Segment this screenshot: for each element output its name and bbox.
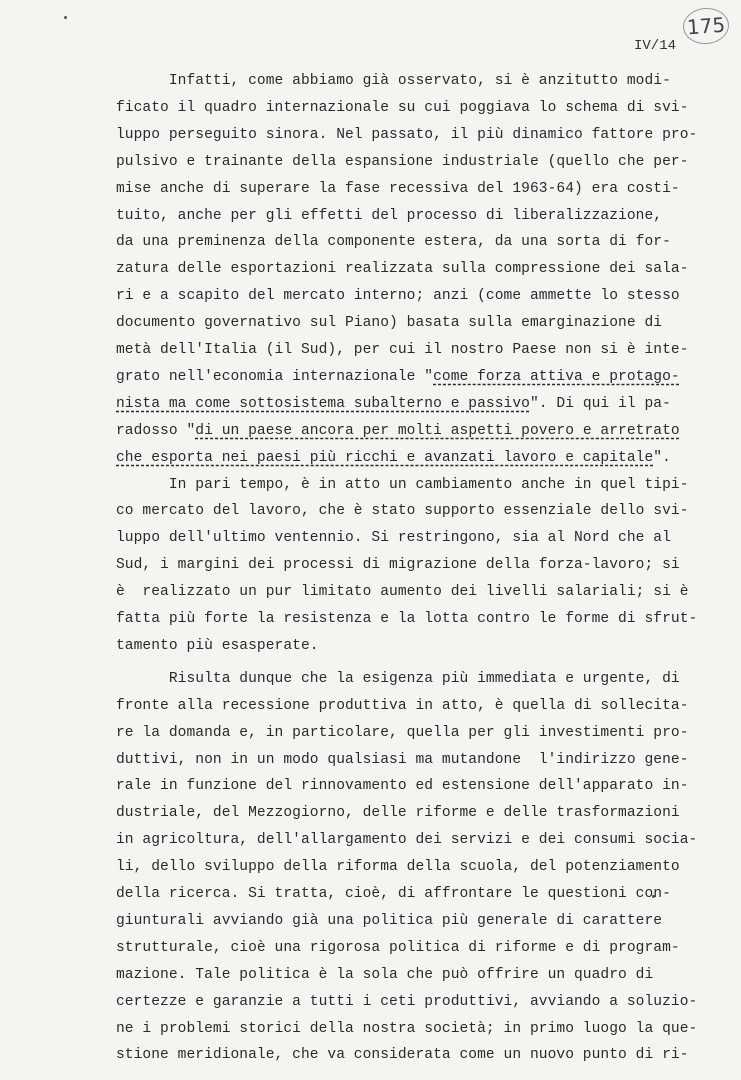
text-segment: Risulta dunque che la esigenza più immediata e urgente, di — [116, 670, 680, 687]
text-segment: li, dello sviluppo della riforma della scuola, del potenziamento — [116, 859, 680, 876]
text-line — [116, 994, 697, 1010]
text-line — [116, 100, 689, 116]
text-line — [116, 396, 671, 412]
text-line — [116, 342, 689, 358]
text-segment: Sud, i margini dei processi di migrazione della forza-lavoro; si — [116, 557, 680, 574]
underlined-quote: di un paese ancora per molti aspetti povero e arretrato — [195, 422, 680, 439]
text-line — [116, 154, 689, 170]
text-segment: fronte alla recessione produttiva in atto, è quella di sollecita- — [116, 697, 689, 714]
text-segment: In pari tempo, è in atto un cambiamento anche in quel tipi- — [116, 476, 689, 493]
text-segment: grato nell'economia internazionale " — [116, 368, 434, 385]
text-line — [116, 638, 319, 654]
text-line — [116, 369, 680, 385]
speck-dot — [64, 16, 67, 19]
text-segment: ". — [653, 449, 671, 466]
text-line — [116, 530, 671, 546]
text-segment: certezze e garanzie a tutti i ceti produttivi, avviando a soluzio- — [116, 993, 698, 1010]
text-line — [116, 859, 680, 875]
underlined-quote: che esporta nei paesi più ricchi e avanzati lavoro e capitale — [116, 449, 654, 466]
page-reference: IV/14 — [634, 38, 677, 54]
text-line — [116, 127, 697, 143]
text-line — [116, 832, 697, 848]
text-line — [116, 1047, 689, 1063]
text-segment: mazione. Tale politica è la sola che può offrire un quadro di — [116, 966, 654, 983]
underlined-quote: nista ma come sottosistema subalterno e passivo — [116, 395, 530, 412]
text-line — [116, 778, 689, 794]
text-line — [116, 73, 671, 89]
text-line — [116, 477, 689, 493]
text-line — [116, 886, 671, 902]
text-segment: metà dell'Italia (il Sud), per cui il nostro Paese non si è inte- — [116, 342, 689, 358]
text-line — [116, 1021, 697, 1037]
text-line — [116, 752, 689, 768]
archive-stamp-number: 175 — [682, 6, 730, 45]
text-line — [116, 611, 697, 627]
text-segment: ficato il quadro internazionale su cui poggiava lo schema di svi- — [116, 99, 689, 116]
text-line — [116, 234, 671, 250]
text-segment: re la domanda e, in particolare, quella per gli investimenti pro- — [116, 724, 689, 741]
text-line — [116, 725, 689, 741]
text-segment: stione meridionale, che va considerata come un nuovo punto di ri- — [116, 1047, 689, 1064]
text-line — [116, 450, 671, 466]
text-segment: ". Di qui il pa- — [529, 395, 671, 412]
text-segment: ri e a scapito del mercato interno; anzi (come ammette lo stesso — [116, 288, 680, 305]
text-segment: zatura delle esportazioni realizzata sulla compressione dei sala- — [116, 261, 689, 278]
text-line — [116, 423, 680, 439]
text-segment: in agricoltura, dell'allargamento dei servizi e dei consumi socia- — [116, 832, 698, 849]
text-line — [116, 315, 662, 331]
text-line — [116, 288, 680, 304]
text-line — [116, 805, 680, 821]
text-segment: duttivi, non in un modo qualsiasi ma mutandone l'indirizzo gene- — [116, 751, 689, 768]
text-line — [116, 557, 680, 573]
text-segment: è realizzato un pur limitato aumento dei livelli salariali; si è — [116, 584, 689, 601]
text-segment: mise anche di superare la fase recessiva del 1963-64) era costi- — [116, 180, 680, 197]
text-line — [116, 584, 689, 600]
text-segment: tamento più esasperate. — [116, 637, 319, 654]
text-segment: luppo dell'ultimo ventennio. Si restringono, sia al Nord che al — [116, 530, 671, 547]
text-segment: documento governativo sul Piano) basata sulla emarginazione di — [116, 315, 663, 332]
text-line — [116, 698, 689, 714]
text-segment: tuito, anche per gli effetti del processo di liberalizzazione, — [116, 207, 663, 224]
text-segment: giunturali avviando già una politica più generale di carattere — [116, 912, 663, 929]
text-line — [116, 208, 662, 224]
text-line — [116, 503, 689, 519]
text-line — [116, 261, 689, 277]
text-segment: strutturale, cioè una rigorosa politica di riforme e di program- — [116, 939, 680, 956]
text-segment: ne i problemi storici della nostra società; in primo luogo la que- — [116, 1020, 698, 1037]
underlined-quote: come forza attiva e protago- — [433, 368, 680, 385]
text-segment: pulsivo e trainante della espansione industriale (quello che per- — [116, 153, 689, 170]
text-segment: della ricerca. Si tratta, cioè, di affrontare le questioni con- — [116, 886, 671, 902]
text-line — [116, 671, 680, 687]
text-segment: da una preminenza della componente estera, da una sorta di for- — [116, 234, 671, 251]
text-line — [116, 967, 653, 983]
text-segment: radosso " — [116, 422, 196, 439]
text-segment: dustriale, del Mezzogiorno, delle riforme e delle trasformazioni — [116, 805, 680, 822]
text-segment: co mercato del lavoro, che è stato supporto essenziale dello svi- — [116, 503, 689, 520]
text-line — [116, 913, 662, 929]
text-segment: luppo perseguito sinora. Nel passato, il più dinamico fattore pro- — [116, 126, 698, 143]
text-line — [116, 181, 680, 197]
text-line — [116, 940, 680, 956]
text-segment: fatta più forte la resistenza e la lotta contro le forme di sfrut- — [116, 611, 698, 627]
text-segment: rale in funzione del rinnovamento ed estensione dell'apparato in- — [116, 778, 689, 795]
text-segment: Infatti, come abbiamo già osservato, si è anzitutto modi- — [116, 73, 671, 89]
